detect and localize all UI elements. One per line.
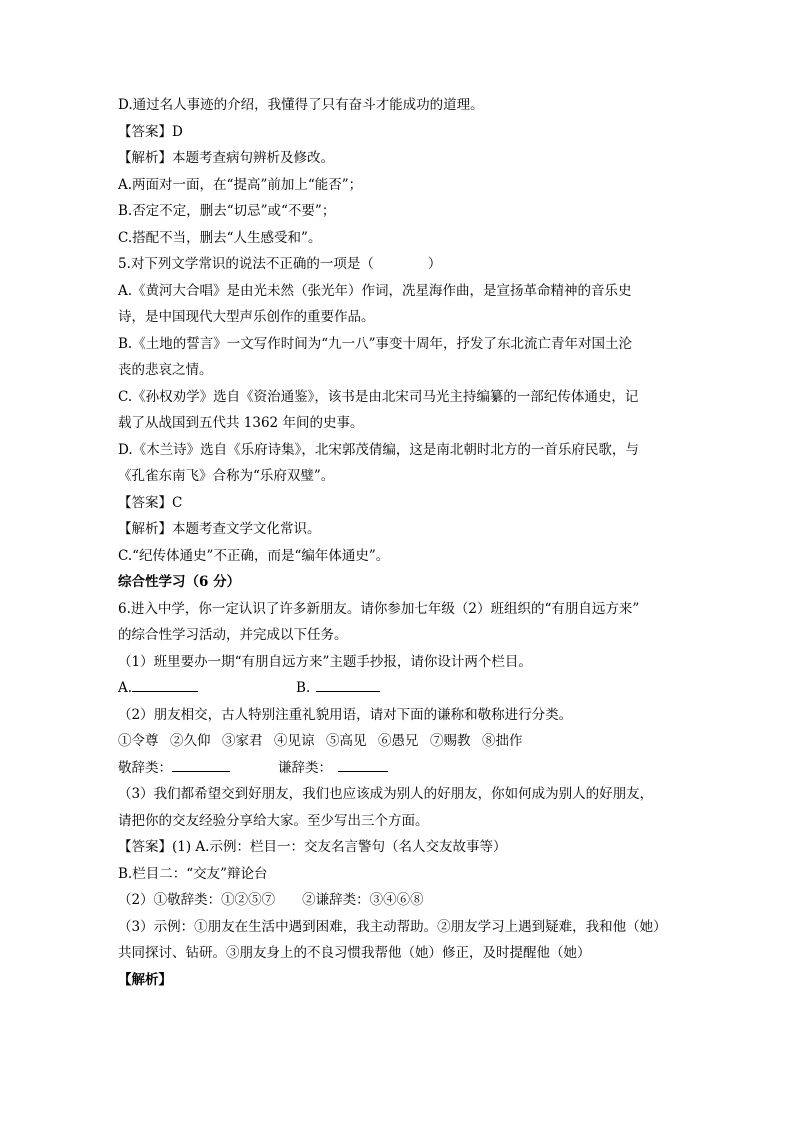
q5-analysis-line: 【解析】本题考查文学文化常识。 — [118, 521, 321, 537]
option-item: ⑦赐教 — [430, 733, 471, 749]
q6-task-3-line1: （3）我们都希望交到好朋友，我们也应该成为别人的好朋友，你如何成为别人的好朋友， — [118, 786, 654, 802]
humble-blank — [338, 757, 388, 772]
q5-option-d-line1: D.《木兰诗》选自《乐府诗集》，北宋郭茂倩编，这是南北朝时北方的一首乐府民歌，与 — [118, 441, 639, 458]
q5-option-b-line2: 丧的悲哀之情。 — [118, 362, 213, 378]
q6-answer-line4: （3）示例：①朋友在生活中遇到困难，我主动帮助。②朋友学习上遇到疑难，我和他（她） — [118, 918, 667, 935]
q6-task-1: （1）班里要办一期“有朋自远方来”主题手抄报，请你设计两个栏目。 — [118, 653, 532, 670]
question-6-stem-line1: 6.进入中学，你一定认识了许多新朋友。请你参加七年级（2）班组织的“有朋自远方来” — [118, 600, 640, 617]
q5-option-c-line2: 载了从战国到五代共 1362 年间的史事。 — [118, 415, 364, 431]
q6-analysis-heading: 【解析】 — [118, 971, 172, 988]
analysis-b-line: B.否定不定，删去“切忌”或“不要”； — [118, 203, 336, 219]
q6-answer-line1: 【答案】(1) A.示例：栏目一：交友名言警句（名人交友故事等） — [118, 839, 507, 855]
option-item: ⑥愚兄 — [378, 733, 419, 749]
q5-option-c-line1: C.《孙权劝学》选自《资治通鉴》，该书是由北宋司马光主持编纂的一部纪传体通史，记 — [118, 388, 639, 405]
option-item: ⑤高见 — [326, 733, 367, 749]
respect-label: 敬辞类： — [118, 759, 172, 776]
classification-blank-row — [118, 755, 688, 782]
document-page — [118, 92, 688, 993]
option-item: ⑧拙作 — [482, 733, 523, 749]
option-d-line: D.通过名人事迹的介绍，我懂得了只有奋斗才能成功的道理。 — [118, 97, 484, 113]
q5-option-d-line2: 《孔雀东南飞》合称为“乐府双璧”。 — [118, 468, 335, 484]
q6-task-2: （2）朋友相交，古人特别注重礼貌用语，请对下面的谦称和敬称进行分类。 — [118, 706, 573, 723]
analysis-a-line: A.两面对一面，在“提高”前加上“能否”； — [118, 176, 363, 193]
blank-a-line — [132, 677, 198, 692]
q5-option-a-line2: 诗，是中国现代大型声乐创作的重要作品。 — [118, 309, 375, 325]
q5-option-a-line1: A.《黄河大合唱》是由光未然（张光年）作词，冼星海作曲，是宣扬革命精神的音乐史 — [118, 282, 632, 299]
option-item: ④见谅 — [274, 733, 315, 749]
q5-analysis-c-line: C.“纪传体通史”不正确，而是“编年体通史”。 — [118, 547, 390, 564]
question-6-stem-line2: 的综合性学习活动，并完成以下任务。 — [118, 627, 348, 643]
q6-blank-row — [118, 675, 688, 702]
answer-line: 【答案】D — [118, 123, 183, 140]
question-5-stem: 5.对下列文学常识的说法不正确的一项是（ ） — [118, 256, 442, 272]
option-item: ①令尊 — [118, 733, 159, 749]
blank-a-label: A. — [118, 680, 133, 696]
q6-answer-line2: B.栏目二：“交友”辩论台 — [118, 865, 268, 882]
blank-b-line — [316, 677, 380, 692]
blank-b-label: B. — [296, 680, 311, 696]
analysis-line: 【解析】本题考查病句辨析及修改。 — [118, 150, 334, 166]
option-item: ②久仰 — [170, 733, 211, 749]
q6-task-3-line2: 请把你的交友经验分享给大家。至少写出三个方面。 — [118, 812, 429, 829]
option-item: ③家君 — [222, 733, 263, 749]
humble-label: 谦辞类： — [278, 759, 332, 776]
respect-blank — [172, 757, 230, 772]
q5-option-b-line1: B.《土地的誓言》一文写作时间为“九一八”事变十周年，抒发了东北流亡青年对国土沦 — [118, 335, 633, 352]
section-heading: 综合性学习（6 分） — [118, 574, 241, 590]
q6-answer-line5: 共同探讨、钻研。③朋友身上的不良习惯我帮他（她）修正，及时提醒他（她） — [118, 945, 591, 961]
q6-answer-line3: （2）①敬辞类：①②⑤⑦ ②谦辞类：③④⑥⑧ — [118, 892, 424, 908]
q5-answer-line: 【答案】C — [118, 494, 183, 511]
honorific-options-row — [118, 728, 688, 755]
analysis-c-line: C.搭配不当，删去“人生感受和”。 — [118, 229, 322, 246]
